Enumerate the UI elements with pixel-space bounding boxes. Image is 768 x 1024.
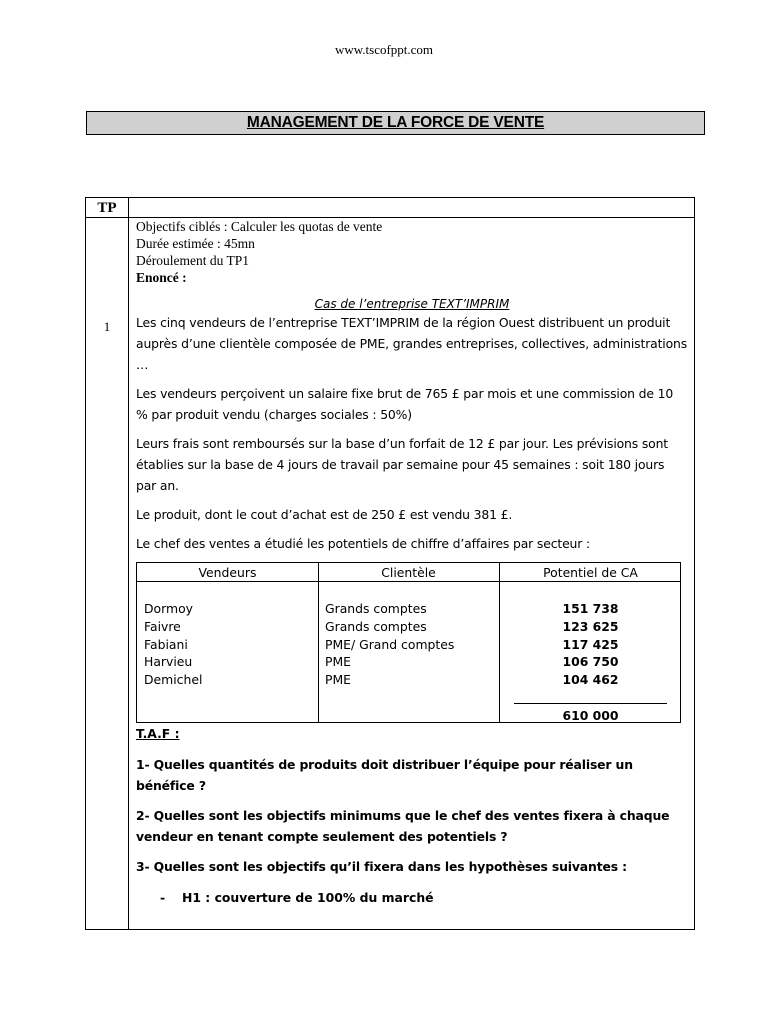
progress-line: Déroulement du TP1 [136, 253, 249, 268]
question: 2- Quelles sont les objectifs minimums que le chef des ventes fixera à chaque vendeur en tenant compte seulement des potentiels ? [136, 808, 670, 844]
potential-value: 106 750 [562, 654, 619, 670]
sellers-column [144, 600, 202, 689]
paragraph: Les vendeurs perçoivent un salaire fixe brut de 765 £ par mois et une commission de 10 % par produit vendu (charges sociales : 50%) [136, 386, 674, 422]
tp-header-cell: TP [97, 200, 117, 216]
duration-line: Durée estimée : 45mn [136, 236, 255, 251]
header-divider [137, 581, 680, 582]
seller-name: Faivre [144, 618, 181, 634]
taf-label: T.A.F : [136, 726, 180, 741]
potential-value: 104 462 [562, 672, 619, 688]
potential-value: 117 425 [562, 636, 619, 652]
potential-total: 610 000 [562, 708, 619, 723]
column-header-sellers: Vendeurs [198, 565, 257, 580]
seller-name: Harvieu [144, 654, 193, 670]
paragraph: Leurs frais sont remboursés sur la base d’un forfait de 12 £ par jour. Les prévisions sont établies sur la base de 4 jours de travail par semaine pour 45 semaines : soit 180 jours par an. [136, 436, 668, 493]
tp-table [85, 197, 695, 930]
potential-value: 151 738 [562, 601, 619, 616]
hypothesis-item [136, 887, 688, 908]
clientele-value: PME [325, 672, 351, 688]
clientele-column [325, 600, 454, 689]
seller-name: Demichel [144, 672, 203, 688]
tp-content [136, 218, 688, 908]
total-rule [514, 703, 667, 704]
clientele-value: Grands comptes [325, 601, 427, 616]
question: 1- Quelles quantités de produits doit distribuer l’équipe pour réaliser un bénéfice ? [136, 757, 633, 793]
paragraph: Le chef des ventes a étudié les potentiels de chiffre d’affaires par secteur : [136, 536, 591, 551]
seller-name: Dormoy [144, 601, 193, 616]
paragraph: Le produit, dont le cout d’achat est de 250 £ est vendu 381 £. [136, 507, 513, 522]
table-divider-vertical [128, 198, 129, 929]
paragraph: Les cinq vendeurs de l’entreprise TEXT’IMPRIM de la région Ouest distribuent un produit auprès d’une clientèle composée de PME, grandes entreprises, collectives, administrations … [136, 315, 688, 372]
bullet-dash: - [160, 890, 166, 905]
clientele-value: Grands comptes [325, 618, 427, 634]
document-title: MANAGEMENT DE LA FORCE DE VENTE [86, 111, 705, 135]
objectives-line: Objectifs ciblés : Calculer les quotas de vente [136, 219, 383, 234]
sales-potential-table [136, 562, 681, 723]
statement-label: Enoncé : [136, 270, 187, 285]
potential-column [499, 600, 682, 689]
case-title: Cas de l’entreprise TEXT’IMPRIM [314, 297, 510, 311]
site-url: www.tscofppt.com [334, 42, 434, 57]
column-divider [318, 563, 319, 722]
column-header-clientele: Clientèle [381, 565, 436, 580]
clientele-value: PME/ Grand comptes [325, 636, 455, 652]
seller-name: Fabiani [144, 636, 188, 652]
question: 3- Quelles sont les objectifs qu’il fixera dans les hypothèses suivantes : [136, 859, 627, 874]
potential-value: 123 625 [562, 618, 619, 634]
clientele-value: PME [325, 654, 351, 670]
tp-number-cell: 1 [103, 319, 111, 334]
column-header-potential: Potentiel de CA [543, 565, 638, 580]
hypothesis-text: H1 : couverture de 100% du marché [182, 890, 434, 905]
